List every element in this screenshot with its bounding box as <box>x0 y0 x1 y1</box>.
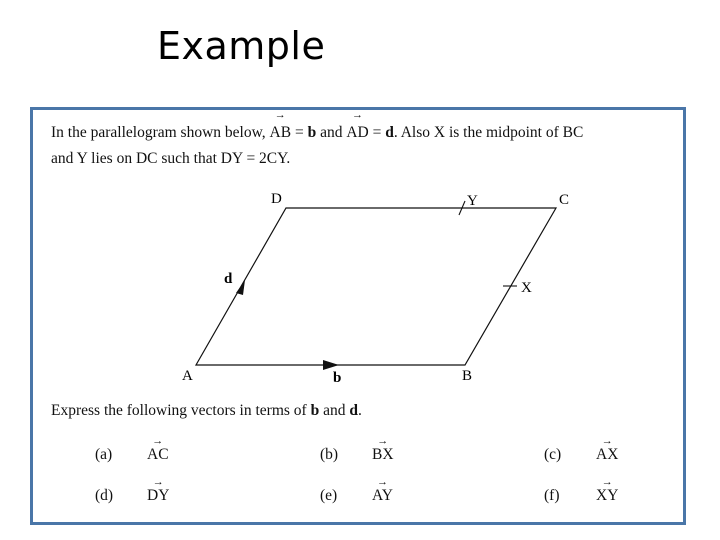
question-vector: → AY <box>372 487 393 505</box>
label-b: B <box>462 368 473 384</box>
question-vector: → AX <box>596 446 618 464</box>
vector-d-symbol: d <box>385 124 394 141</box>
question-label: (e) <box>320 487 338 504</box>
instruction-text <box>51 402 362 420</box>
intro-text-1: In the parallelogram shown below, <box>51 124 270 141</box>
intro-text-5: . Also X is the midpoint of BC <box>393 124 584 141</box>
instruction-text-3: . <box>357 402 362 419</box>
question-vector: → BX <box>372 446 394 464</box>
instruction-text-2: and <box>319 402 350 419</box>
vector-b-symbol: b <box>307 124 317 141</box>
question-f <box>544 487 618 505</box>
arrow-ab <box>323 360 339 370</box>
question-vector: → XY <box>596 487 618 505</box>
vector-ad: → AD <box>346 120 368 146</box>
vector-label-d: d <box>224 271 233 287</box>
label-y: Y <box>467 193 478 209</box>
question-a <box>95 446 169 464</box>
question-vector: → AC <box>147 446 169 464</box>
label-x: X <box>521 280 532 296</box>
intro-text-4: = <box>368 124 386 141</box>
label-a: A <box>182 368 193 384</box>
intro-text-3: and <box>316 124 347 141</box>
question-label: (d) <box>95 487 114 504</box>
question-b <box>320 446 394 464</box>
intro-line-2: and Y lies on DC such that DY = 2CY. <box>51 150 291 167</box>
label-d: D <box>271 191 282 207</box>
instruction-text-1: Express the following vectors in terms of <box>51 402 311 419</box>
question-label: (b) <box>320 446 339 463</box>
label-c: C <box>559 192 570 208</box>
example-frame <box>30 107 686 525</box>
slide-title: Example <box>157 24 326 68</box>
question-label: (a) <box>95 446 113 463</box>
instruction-d: d <box>349 402 358 419</box>
question-e <box>320 487 393 505</box>
question-label: (c) <box>544 446 562 463</box>
question-c <box>544 446 618 464</box>
question-d <box>95 487 169 505</box>
question-label: (f) <box>544 487 560 504</box>
parallelogram-shape <box>196 208 556 365</box>
question-vector: → DY <box>147 487 169 505</box>
vector-label-b: b <box>333 370 342 386</box>
arrow-ad <box>236 280 245 295</box>
vector-ab: → AB <box>270 120 292 146</box>
intro-text-2: = <box>291 124 308 141</box>
instruction-b: b <box>310 402 320 419</box>
